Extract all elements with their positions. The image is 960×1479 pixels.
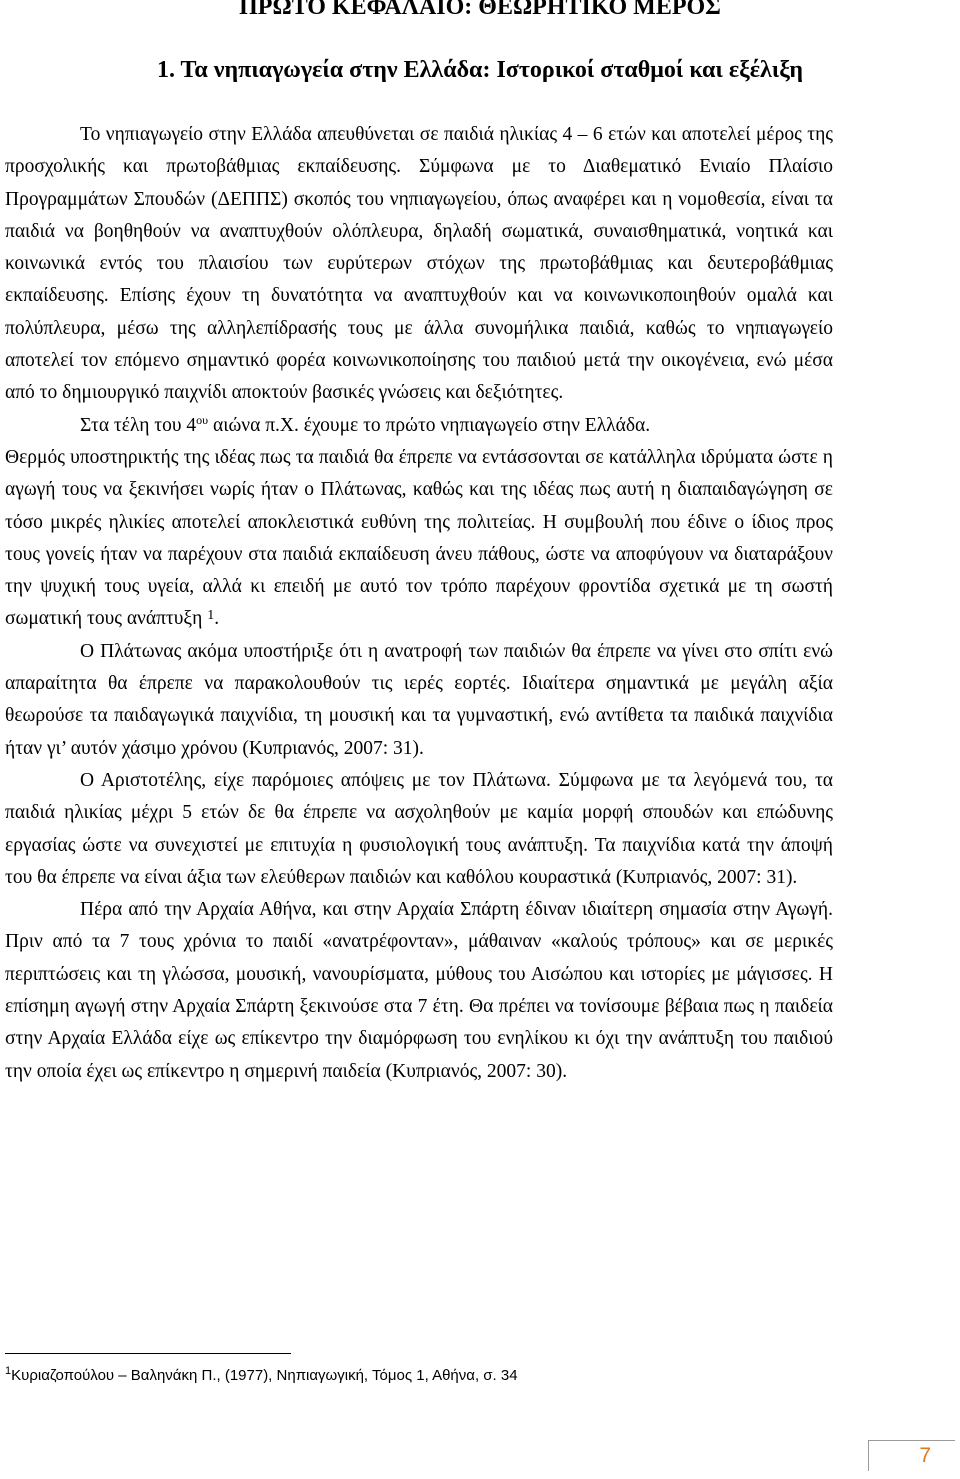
footnote-reference[interactable]: 1 bbox=[207, 608, 215, 624]
footnote-marker: 1 bbox=[5, 1365, 12, 1377]
paragraph-1: Το νηπιαγωγείο στην Ελλάδα απευθύνεται σε παιδιά ηλικίας 4 – 6 ετών και αποτελεί μέρος της προσχολικής και πρωτοβάθμιας εκπαίδευσης. Σύμφωνα με το Διαθεματικό Ενιαίο Πλαίσιο Προγραμμάτων Σπουδών (ΔΕΠΠΣ) σκοπός του νηπιαγωγείου, όπως αναφέρει και η νομοθεσία, είναι τα παιδιά να βοηθηθούν να αναπτυχθούν ολόπλευρα, δηλαδή σωματικά, συναισθηματικά, νοητικά και κοινωνικά εντός του πλαισίου των ευρύτερων στόχων της πρωτοβάθμιας και δευτεροβάθμιας εκπαίδευσης. Επίσης έχουν τη δυνατότητα να αναπτυχθούν και να κοινωνικοποιηθούν ομαλά και πολύπλευρα, μέσω της αλληλεπίδρασής τους με άλλα συνομήλικα παιδιά, καθώς το νηπιαγωγείο αποτελεί τον επόμενο σημαντικό φορέα κοινωνικοποίησης του παιδιού μετά την οικογένεια, ενώ μέσα από το δημιουργικό παιχνίδι αποκτούν βασικές γνώσεις και δεξιότητες. bbox=[5, 124, 833, 404]
paragraph-3 bbox=[5, 442, 833, 636]
footnote-text: Κυριαζοπούλου – Βαληνάκη Π., (1977), Νηπιαγωγική, Τόμος 1, Αθήνα, σ. 34 bbox=[11, 1367, 518, 1384]
paragraph-3-end: . bbox=[214, 608, 220, 630]
page-number-box bbox=[868, 1440, 955, 1471]
paragraph-4: Ο Πλάτωνας ακόμα υποστήριξε ότι η ανατροφή των παιδιών θα έπρεπε να γίνει στο σπίτι ενώ απαραίτητα θα έπρεπε να παρακολουθούν τις ιερές εορτές. Ιδιαίτερα σημαντικά με μεγάλη αξία θεωρούσε τα παιδαγωγικά παιχνίδια, τη μουσική και τα γυμναστική, ενώ αντίθετα τα παιδικά παιχνίδια ήταν γι’ αυτόν χάσιμο χρόνου (Κυπριανός, 2007: 31). bbox=[5, 640, 833, 759]
page-number: 7 bbox=[919, 1444, 931, 1467]
ordinal-superscript: ου bbox=[196, 412, 209, 427]
paragraph-2-text: Στα τέλη του 4 bbox=[80, 414, 197, 436]
body-text bbox=[5, 119, 833, 1088]
footnote-separator bbox=[5, 1353, 291, 1354]
section-heading: 1. Τα νηπιαγωγεία στην Ελλάδα: Ιστορικοί σταθμοί και εξέλιξη bbox=[156, 57, 804, 83]
chapter-title: ΠΡΩΤΟ ΚΕΦΑΛΑΙΟ: ΘΕΩΡΗΤΙΚΟ ΜΕΡΟΣ bbox=[239, 0, 721, 20]
paragraph-2-text-end: αιώνα π.Χ. έχουμε το πρώτο νηπιαγωγείο στην Ελλάδα. bbox=[208, 414, 651, 436]
paragraph-5: Ο Αριστοτέλης, είχε παρόμοιες απόψεις με τον Πλάτωνα. Σύμφωνα με τα λεγόμενά του, τα παιδιά ηλικίας μέχρι 5 ετών δε θα έπρεπε να ασχοληθούν με καμία μορφή σπουδών και επώδυνης εργασίας ώστε να συνεχιστεί με επιτυχία η φυσιολογική τους ανάπτυξη. Τα παιχνίδια κατά την άποψή του θα έπρεπε να είναι άξια των ελεύθερων παιδιών και καθόλου κουραστικά (Κυπριανός, 2007: 31). bbox=[5, 769, 833, 888]
paragraph-2 bbox=[5, 410, 833, 442]
paragraph-6: Πέρα από την Αρχαία Αθήνα, και στην Αρχαία Σπάρτη έδιναν ιδιαίτερη σημασία στην Αγωγή. Πριν από τα 7 τους χρόνια το παιδί «ανατρέφονταν», μάθαιναν «καλούς τρόπους» και σε μερικές περιπτώσεις και τη γλώσσα, μουσική, νανουρίσματα, μύθους του Αισώπου και ιστορίες με μάγισσες. Η επίσημη αγωγή στην Αρχαία Σπάρτη ξεκινούσε στα 7 έτη. Θα πρέπει να τονίσουμε βέβαια πως η παιδεία στην Αρχαία Ελλάδα είχε ως επίκεντρο την διαμόρφωση του ενηλίκου κι όχι την ανάπτυξη του παιδιού την οποία έχει ως επίκεντρο η σημερινή παιδεία (Κυπριανός, 2007: 30). bbox=[5, 899, 833, 1082]
footnote bbox=[5, 1366, 905, 1386]
paragraph-3-text: Θερμός υποστηρικτής της ιδέας πως τα παιδιά θα έπρεπε να εντάσσονται σε κατάλληλα ιδρύματα ώστε η αγωγή τους να ξεκινήσει νωρίς ήταν ο Πλάτωνας, καθώς και της ιδέας πως αυτή η διαπαιδαγώγηση σε τόσο μικρές ηλικίες αποτελεί αποκλειστικά ευθύνη της πολιτείας. Η συμβουλή που έδινε ο ίδιος προς τους γονείς ήταν να παρέχουν στα παιδιά εκπαίδευση άνευ πάθους, ώστε να αποφύγουν να διαταράξουν την ψυχική τους υγεία, αλλά κι επειδή με αυτό τον τρόπο παρέχουν φροντίδα σχετικά με τη σωστή σωματική τους ανάπτυξη bbox=[5, 446, 833, 630]
